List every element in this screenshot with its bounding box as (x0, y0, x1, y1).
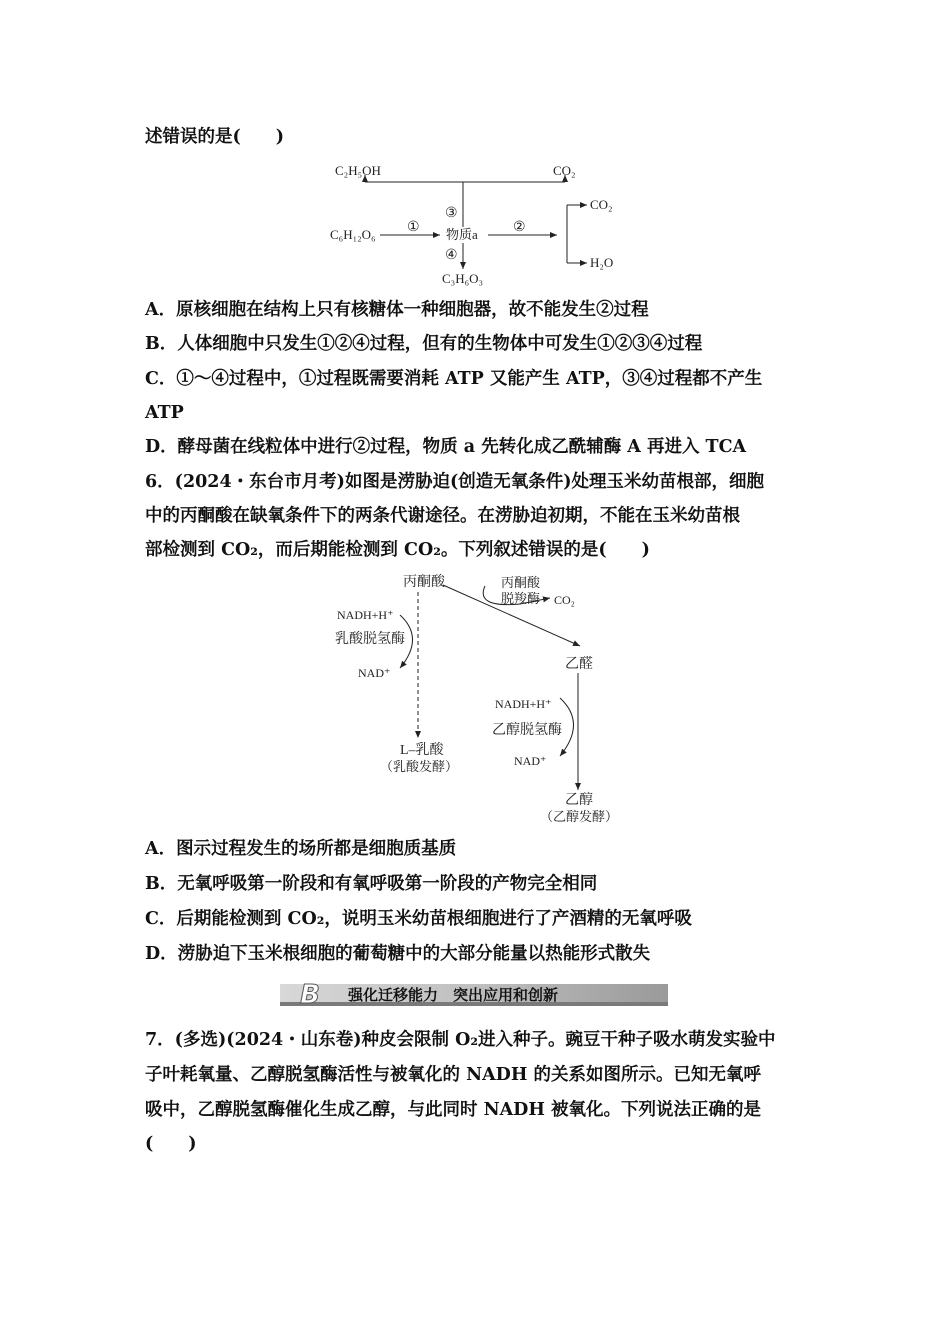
q6-label-nad-left: NAD⁺ (358, 666, 391, 680)
section-banner-letter: B (300, 980, 320, 1010)
q5-metabolism-diagram (325, 155, 625, 295)
q6-option-a: A．图示过程发生的场所都是细胞质基质 (145, 839, 457, 859)
q5-label-co2-top: CO₂ (553, 163, 576, 178)
q6-label-pdc-1: 丙酮酸 (501, 575, 541, 590)
q5-option-c-line1: C．①～④过程中，①过程既需要消耗 ATP 又能产生 ATP，③④过程都不产生 (145, 369, 763, 389)
q6-label-ethanol: 乙醇 (565, 793, 593, 808)
q5-option-c-line2: ATP (145, 403, 184, 423)
q5-label-substance-a: 物质a (446, 227, 478, 242)
q6-stem-line2: 中的丙酮酸在缺氧条件下的两条代谢途径。在涝胁迫初期，不能在玉米幼苗根 (145, 506, 740, 526)
q5-label-lactic: C₃H₆O₃ (442, 271, 484, 286)
q6-label-pyruvate: 丙酮酸 (403, 575, 445, 590)
q6-fermentation-diagram (325, 568, 625, 830)
q6-label-lactate: L–乳酸 (400, 743, 444, 758)
q7-stem-line1: 7．(多选)(2024・山东卷)种皮会限制 O₂进入种子。豌豆干种子吸水萌发实验中 (145, 1030, 776, 1050)
section-banner (280, 980, 670, 1010)
q6-label-nad-right: NAD⁺ (514, 754, 547, 768)
q7-stem-line3: 吸中，乙醇脱氢酶催化生成乙醇，与此同时 NADH 被氧化。下列说法正确的是 (145, 1100, 761, 1120)
q6-label-ldh: 乳酸脱氢酶 (335, 632, 405, 647)
q5-label-step4: ④ (445, 248, 458, 263)
q6-label-ethanol-ferm: （乙醇发酵） (540, 809, 619, 824)
q5-label-step1: ① (407, 220, 420, 235)
q6-curve-right (560, 698, 574, 756)
q6-option-d: D．涝胁迫下玉米根细胞的葡萄糖中的大部分能量以热能形式散失 (145, 944, 651, 964)
q6-stem-line1: 6．(2024・东台市月考)如图是涝胁迫(创造无氧条件)处理玉米幼苗根部，细胞 (145, 472, 765, 492)
section-banner-title: 强化迁移能力 突出应用和创新 (348, 986, 559, 1004)
q6-option-c: C．后期能检测到 CO₂，说明玉米幼苗根细胞进行了产酒精的无氧呼吸 (145, 909, 692, 929)
q5-label-c2h5oh: C₂H₅OH (335, 163, 381, 178)
q6-label-lactate-ferm: （乳酸发酵） (380, 759, 459, 774)
q5-option-a: A．原核细胞在结构上只有核糖体一种细胞器，故不能发生②过程 (145, 300, 649, 320)
q5-stem-end: 述错误的是( ) (145, 127, 285, 147)
q5-label-glucose: C₆H₁₂O₆ (330, 227, 376, 242)
q5-option-d: D．酵母菌在线粒体中进行②过程，物质 a 先转化成乙酰辅酶 A 再进入 TCA (145, 437, 747, 457)
q7-stem-line4: ( ) (145, 1134, 197, 1154)
q5-label-step3: ③ (445, 206, 458, 221)
q5-label-h2o: H₂O (590, 255, 614, 270)
q7-stem-line2: 子叶耗氧量、乙醇脱氢酶活性与被氧化的 NADH 的关系如图所示。已知无氧呼 (145, 1065, 761, 1085)
q5-label-step2: ② (513, 220, 526, 235)
q5-label-co2-right: CO₂ (590, 197, 613, 212)
q6-label-pdc-2: 脱羧酶 (501, 591, 541, 606)
q6-label-nadh-right: NADH+H⁺ (495, 697, 552, 711)
q6-label-nadh-left: NADH+H⁺ (337, 608, 394, 622)
q6-option-b: B．无氧呼吸第一阶段和有氧呼吸第一阶段的产物完全相同 (145, 874, 598, 894)
q6-stem-line3: 部检测到 CO₂，而后期能检测到 CO₂。下列叙述错误的是( ) (145, 540, 650, 560)
q6-label-adh: 乙醇脱氢酶 (492, 723, 562, 738)
q6-label-co2: CO₂ (554, 593, 575, 607)
q6-label-acetaldehyde: 乙醛 (565, 657, 593, 672)
q5-option-b: B．人体细胞中只发生①②④过程，但有的生物体中可发生①②③④过程 (145, 334, 703, 354)
